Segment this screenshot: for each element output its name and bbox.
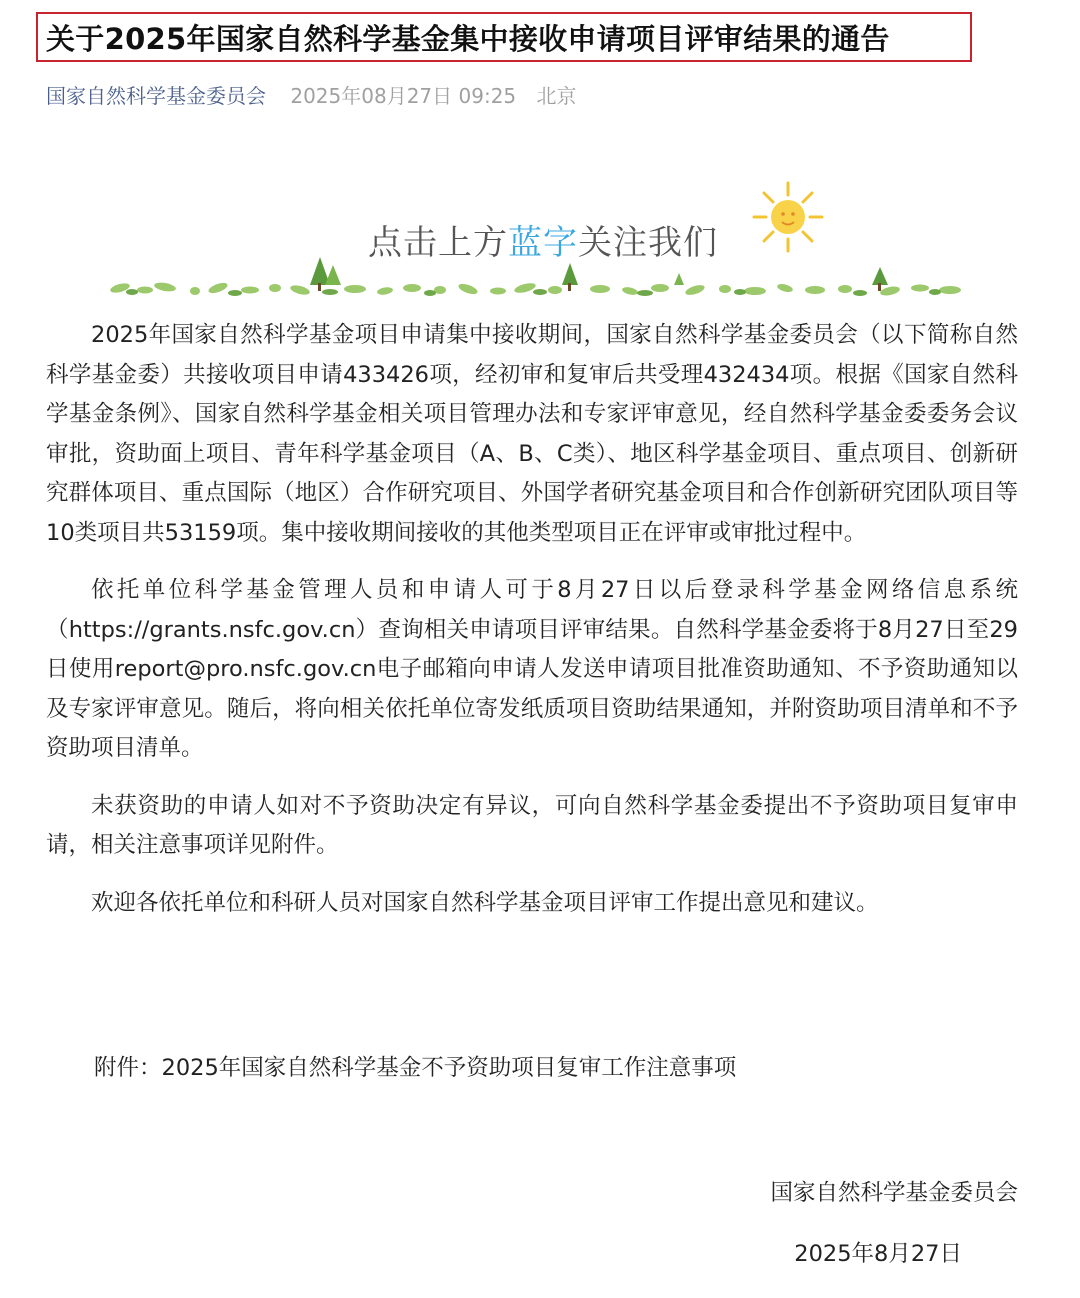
article-title-box: [36, 12, 972, 62]
follow-text-after: 关注我们: [578, 223, 718, 263]
signature-date: 2025年8月27日: [794, 1241, 962, 1267]
follow-us-text: [368, 215, 718, 264]
attachment-note: 附件：2025年国家自然科学基金不予资助项目复审工作注意事项: [94, 1055, 737, 1081]
sun-icon: [754, 183, 822, 251]
body-paragraph: 未获资助的申请人如对不予资助决定有异议，可向自然科学基金委提出不予资助项目复审申请，相关注意事项详见附件。: [46, 792, 1018, 858]
article-body: [46, 316, 1018, 941]
source-account-link[interactable]: 国家自然科学基金委员会: [46, 84, 266, 108]
article-title: 关于2025年国家自然科学基金集中接收申请项目评审结果的通告: [46, 21, 890, 56]
follow-text-highlight: 蓝字: [508, 223, 578, 263]
article-meta: [46, 80, 577, 109]
body-paragraph: 依托单位科学基金管理人员和申请人可于8月27日以后登录科学基金网络信息系统（https://grants.nsfc.gov.cn）查询相关申请项目评审结果。自然科学基金委将于8月27日至29日使用report@pro.nsfc.gov.cn电子邮箱向申请人发送申请项目批准资助通知、不予资助通知以及专家评审意见。随后，将向相关依托单位寄发纸质项目资助结果通知，并附资助项目清单和不予资助项目清单。: [46, 577, 1018, 761]
publish-location: 北京: [536, 84, 577, 108]
follow-text-before: 点击上方: [368, 223, 508, 263]
follow-us-banner[interactable]: [100, 175, 980, 310]
body-paragraph: 欢迎各依托单位和科研人员对国家自然科学基金项目评审工作提出意见和建议。: [91, 889, 879, 916]
body-paragraph: 2025年国家自然科学基金项目申请集中接收期间，国家自然科学基金委员会（以下简称自然科学基金委）共接收项目申请433426项，经初审和复审后共受理432434项。根据《国家自然科学基金条例》、国家自然科学基金相关项目管理办法和专家评审意见，经自然科学基金委委务会议审批，资助面上项目、青年科学基金项目（A、B、C类）、地区科学基金项目、重点项目、创新研究群体项目、重点国际（地区）合作研究项目、外国学者研究基金项目和合作创新研究团队项目等10类项目共53159项。集中接收期间接收的其他类型项目正在评审或审批过程中。: [46, 322, 1018, 546]
publish-time: 2025年08月27日 09:25: [290, 84, 517, 108]
signature-org: 国家自然科学基金委员会: [770, 1180, 1018, 1206]
